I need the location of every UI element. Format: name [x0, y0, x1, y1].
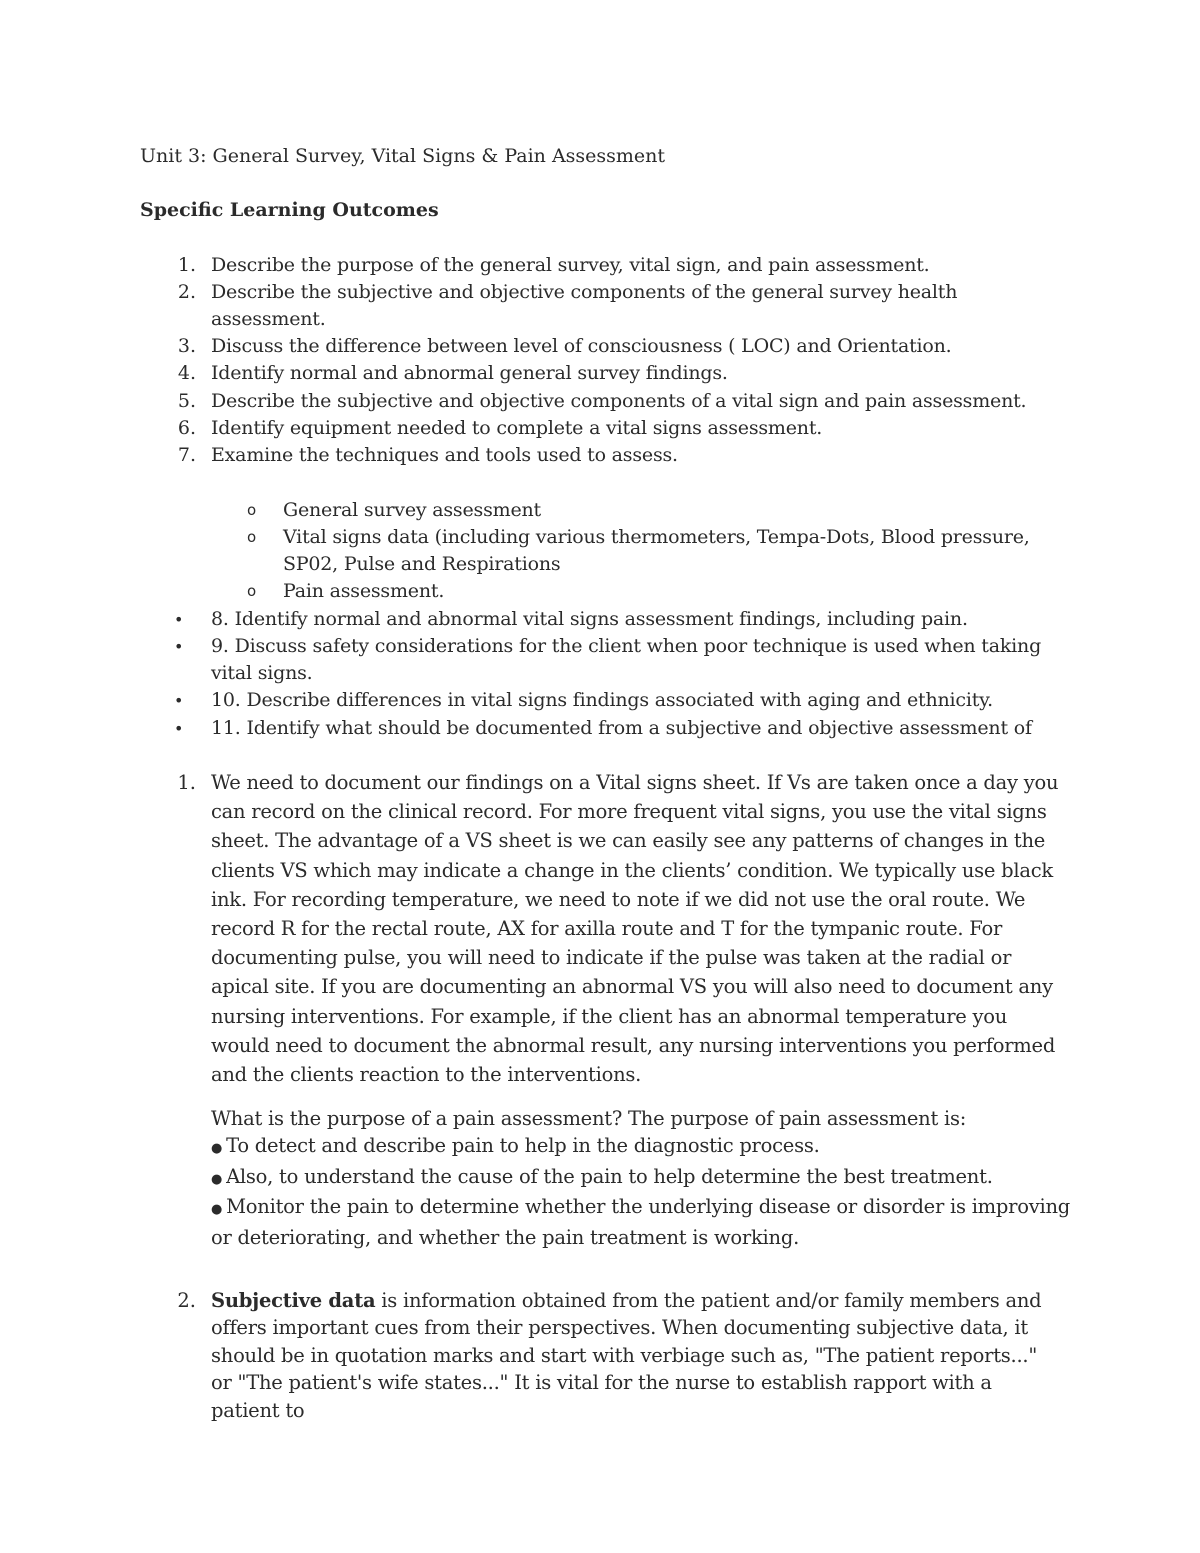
bold-term: Subjective data — [211, 1289, 376, 1312]
answer-paragraph-text: is information obtained from the patient and/or family members and offers important cues from their perspectives. When documenting subjective data, it should be in quotation marks and start with verbiage such as, "The patient reports..." or "The patient's wife states..." It is vital for the nurse to establish rapport with a patient to — [211, 1289, 1042, 1422]
list-item: Identify normal and abnormal general survey findings. — [211, 362, 728, 384]
list-item: Describe the subjective and objective components of a vital sign and pain assessment. — [211, 390, 1027, 412]
list-item: Discuss the difference between level of consciousness ( LOC) and Orientation. — [211, 335, 952, 357]
pain-item-text: To detect and describe pain to help in the diagnostic process. — [226, 1134, 820, 1158]
sub-item: Pain assessment. — [283, 580, 445, 602]
pain-item-text: Also, to understand the cause of the pain to help determine the best treatment. — [226, 1164, 993, 1188]
list-item-number: 1. — [177, 254, 196, 276]
bullet-marker: • — [174, 691, 184, 710]
answer-number: 2. — [177, 1289, 196, 1312]
bullet-marker: ● — [211, 1202, 223, 1218]
bullet-item: 11. Identify what should be documented from a subjective and objective assessment of — [211, 717, 1032, 739]
list-item-number: 5. — [177, 390, 196, 412]
list-item-number: 2. — [177, 281, 196, 303]
list-item-number: 7. — [177, 444, 196, 466]
bullet-marker: ● — [211, 1171, 223, 1187]
bullet-marker: • — [174, 610, 184, 629]
pain-assessment-block — [211, 1105, 1071, 1251]
list-item: Identify equipment needed to complete a vital signs assessment. — [211, 417, 823, 439]
sub-item-marker: o — [247, 501, 257, 519]
bullet-item: 10. Describe differences in vital signs findings associated with aging and ethnicity. — [211, 689, 994, 711]
bullet-marker: • — [174, 719, 184, 738]
pain-item — [211, 1163, 1071, 1193]
list-item: Describe the subjective and objective components of the general survey health assessment. — [211, 281, 958, 331]
pain-item — [211, 1193, 1071, 1251]
sub-item-marker: o — [247, 582, 257, 600]
answer-number: 1. — [177, 771, 196, 794]
list-item-number: 6. — [177, 417, 196, 439]
pain-intro: What is the purpose of a pain assessment? The purpose of pain assessment is: — [211, 1107, 967, 1130]
answer-paragraph: We need to document our findings on a Vital signs sheet. If Vs are taken once a day you can record on the clinical record. For more frequent vital signs, you use the vital signs sheet. The advantage of a VS sheet is we can easily see any patterns of changes in the clients VS which may indicate a change in the clients’ condition. We typically use black ink. For recording temperature, we need to note if we did not use the oral route. We record R for the rectal route, AX for axilla route and T for the tympanic route. For documenting pulse, you will need to indicate if the pulse was taken at the radial or apical site. If you are documenting an abnormal VS you will also need to document any nursing interventions. For example, if the client has an abnormal temperature you would need to document the abnormal result, any nursing interventions you performed and the clients reaction to the interventions. — [211, 771, 1059, 1087]
sub-item: General survey assessment — [283, 499, 541, 521]
sub-item-marker: o — [247, 528, 257, 546]
pain-item-text: Monitor the pain to determine whether the underlying disease or disorder is improving or deteriorating, and whether the pain treatment is working. — [211, 1195, 1071, 1249]
list-item: Examine the techniques and tools used to assess. — [211, 444, 678, 466]
pain-item — [211, 1132, 1071, 1162]
list-item-number: 4. — [177, 362, 196, 384]
list-item-number: 3. — [177, 335, 196, 357]
bullet-item: 8. Identify normal and abnormal vital signs assessment findings, including pain. — [211, 608, 968, 630]
bullet-marker: • — [174, 637, 184, 656]
sub-item: Vital signs data (including various thermometers, Tempa-Dots, Blood pressure, SP02, Pulse and Respirations — [283, 526, 1030, 576]
answer-paragraph — [211, 1287, 1061, 1424]
bullet-item: 9. Discuss safety considerations for the client when poor technique is used when taking vital signs. — [211, 635, 1042, 685]
section-heading: Specific Learning Outcomes — [140, 199, 439, 221]
bullet-marker: ● — [211, 1141, 223, 1157]
document-title: Unit 3: General Survey, Vital Signs & Pain Assessment — [140, 145, 666, 167]
list-item: Describe the purpose of the general survey, vital sign, and pain assessment. — [211, 254, 930, 276]
